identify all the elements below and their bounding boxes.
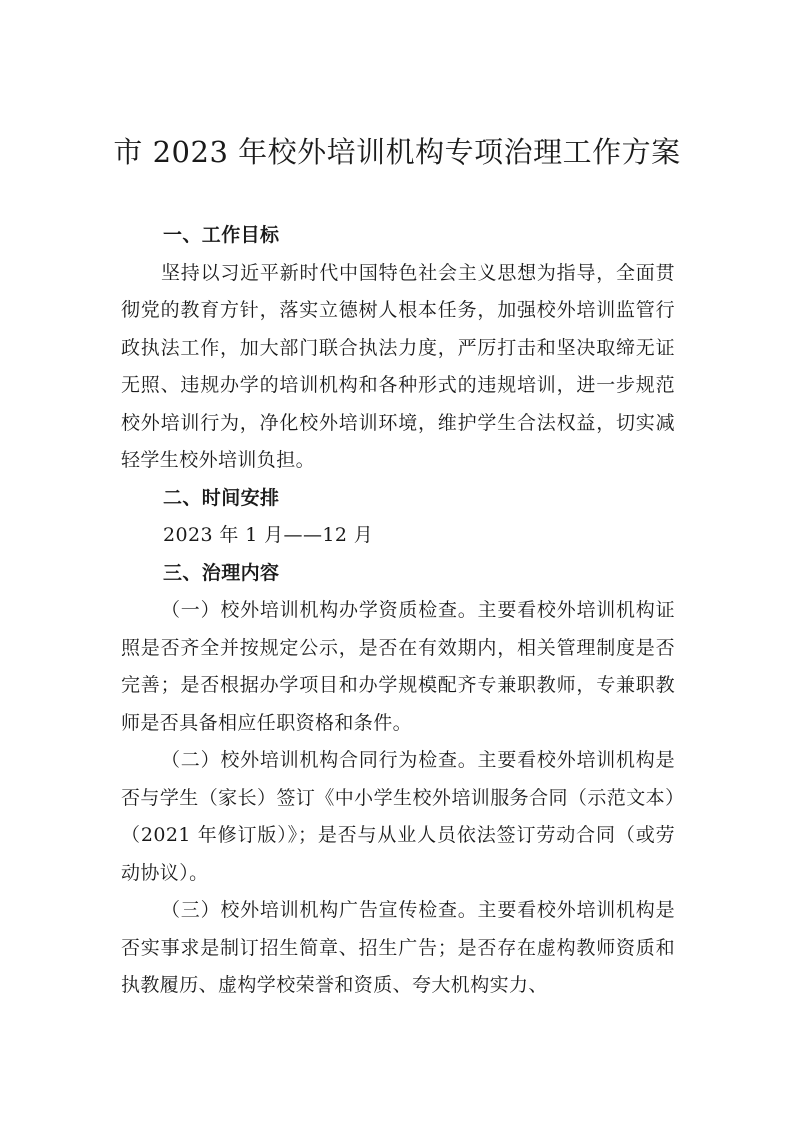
document-body xyxy=(121,217,675,1005)
content-item-advertising: （三）校外培训机构广告宣传检查。主要看校外培训机构是否实事求是制订招生简章、招生广告；是否存在虚构教师资质和执教履历、虚构学校荣誉和资质、夸大机构实力、 xyxy=(121,899,675,996)
content-item-qualification: （一）校外培训机构办学资质检查。主要看校外培训机构证照是否齐全并按规定公示，是否在有效期内，相关管理制度是否完善；是否根据办学项目和办学规模配齐专兼职教师，专兼职教师是否具备相应任职资格和条件。 xyxy=(121,599,675,734)
section-heading-schedule: 二、时间安排 xyxy=(163,486,280,509)
schedule-dates: 2023 年 1 月——12 月 xyxy=(163,524,374,546)
section-heading-content: 三、治理内容 xyxy=(163,561,280,584)
section-heading-goals: 一、工作目标 xyxy=(163,224,280,246)
section-paragraph: 坚持以习近平新时代中国特色社会主义思想为指导，全面贯彻党的教育方针，落实立德树人根本任务，加强校外培训监管行政执法工作，加大部门联合执法力度，严厉打击和坚决取缔无证无照、违规办学的培训机构和各种形式的违规培训，进一步规范校外培训行为，净化校外培训环境，维护学生合法权益，切实减轻学生校外培训负担。 xyxy=(121,261,675,471)
document-title: 市 2023 年校外培训机构专项治理工作方案 xyxy=(113,135,681,169)
content-item-contract: （二）校外培训机构合同行为检查。主要看校外培训机构是否与学生（家长）签订《中小学生校外培训服务合同（示范文本）（2021 年修订版）》；是否与从业人员依法签订劳动合同（或劳动协议）。 xyxy=(121,749,675,884)
